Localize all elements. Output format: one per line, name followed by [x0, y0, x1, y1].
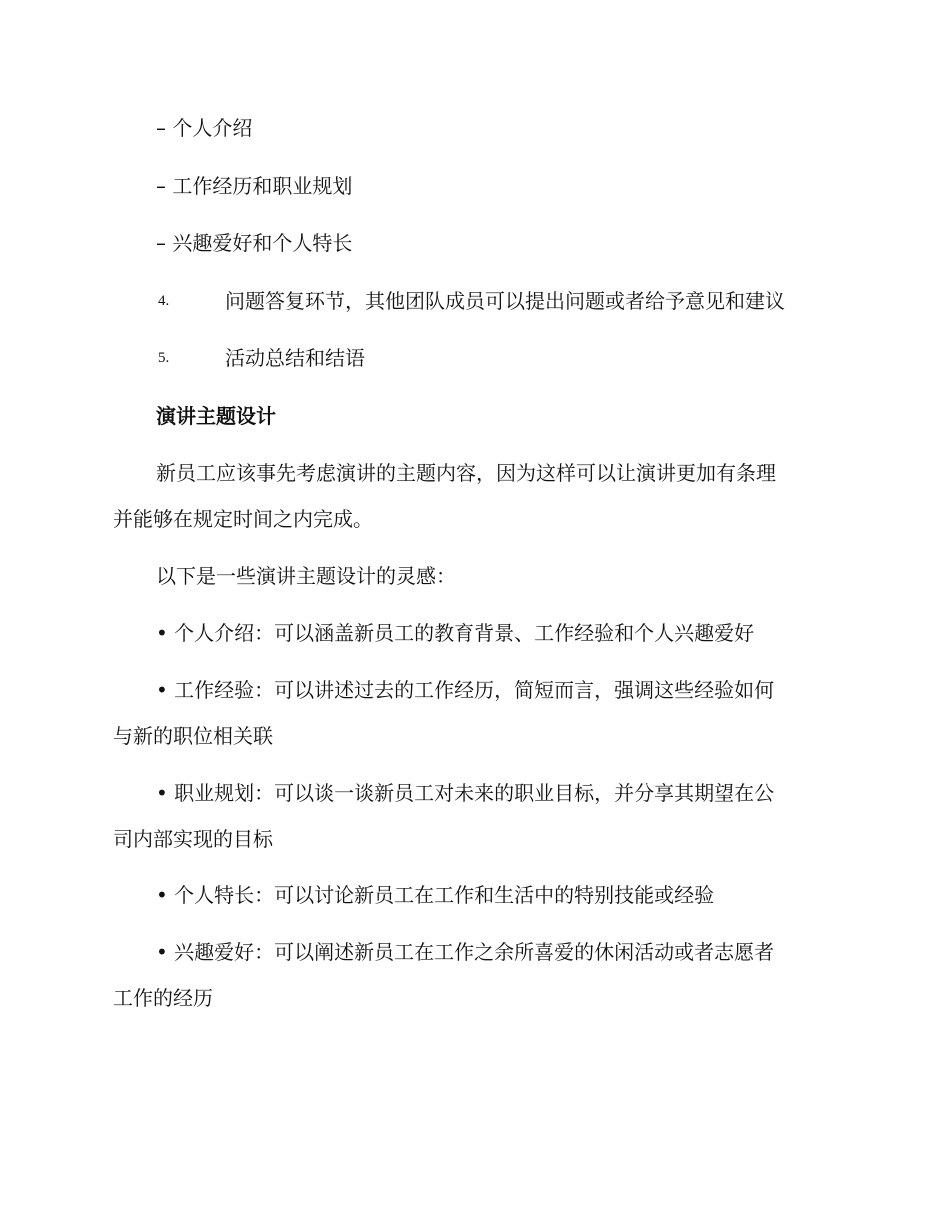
bullet-work-experience-line-1: • 工作经验：可以讲述过去的工作经历，简短而言，强调这些经验如何: [156, 678, 775, 702]
numbered-item-4-number: 4.: [158, 293, 170, 309]
bullet-hobbies-line-1: • 兴趣爱好：可以阐述新员工在工作之余所喜爱的休闲活动或者志愿者: [156, 940, 775, 964]
bullet-personal-strengths: • 个人特长：可以讨论新员工在工作和生活中的特别技能或经验: [156, 883, 715, 907]
numbered-item-4-text: 问题答复环节，其他团队成员可以提出问题或者给予意见和建议: [225, 289, 785, 313]
bullet-personal-intro: • 个人介绍：可以涵盖新员工的教育背景、工作经验和个人兴趣爱好: [156, 621, 755, 645]
bullet-career-plan-line-2: 司内部实现的目标: [113, 827, 273, 851]
bullet-career-plan-line-1: • 职业规划：可以谈一谈新员工对未来的职业目标，并分享其期望在公: [156, 781, 775, 805]
bullet-work-experience-line-2: 与新的职位相关联: [113, 724, 273, 748]
numbered-item-5-number: 5.: [158, 350, 170, 366]
inspiration-lead: 以下是一些演讲主题设计的灵感：: [156, 564, 456, 588]
intro-paragraph-line-1: 新员工应该事先考虑演讲的主题内容，因为这样可以让演讲更加有条理: [156, 461, 776, 485]
sub-item-work-career: – 工作经历和职业规划: [156, 174, 353, 198]
section-heading: 演讲主题设计: [156, 404, 276, 428]
bullet-hobbies-line-2: 工作的经历: [113, 986, 213, 1010]
sub-item-hobbies-traits: – 兴趣爱好和个人特长: [156, 231, 353, 255]
intro-paragraph-line-2: 并能够在规定时间之内完成。: [113, 507, 373, 531]
numbered-item-5-text: 活动总结和结语: [225, 346, 365, 370]
sub-item-personal-intro: – 个人介绍: [156, 116, 253, 140]
